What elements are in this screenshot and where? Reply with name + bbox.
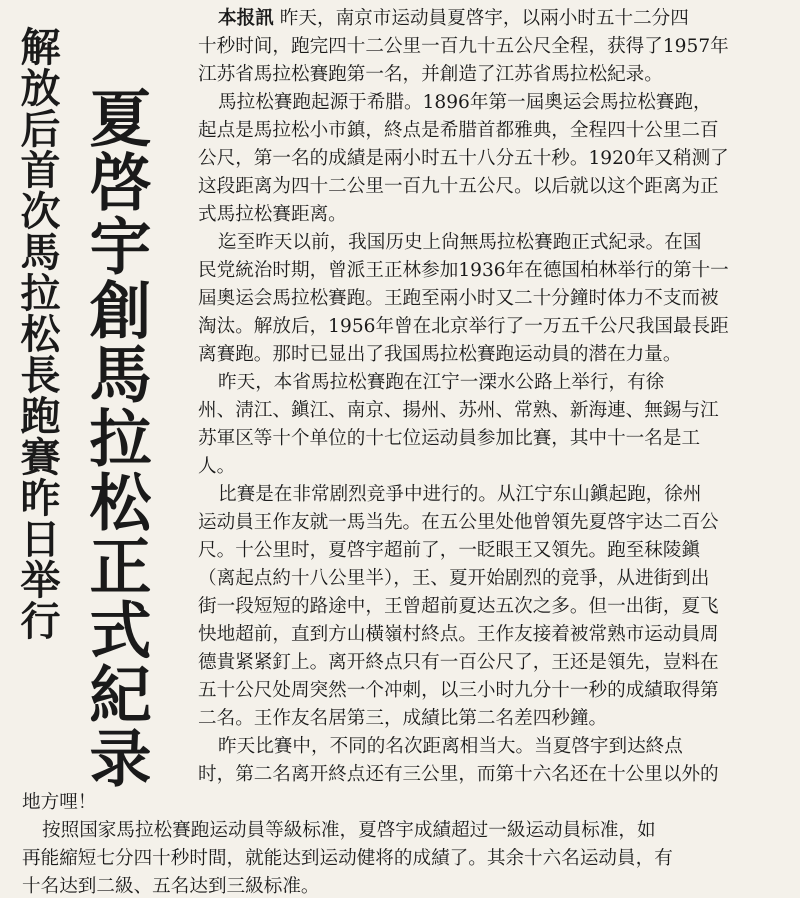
article-line: 昨天比賽中，不同的名次距离相当大。当夏啓宇到达終点: [218, 736, 683, 757]
article-line: 尺。十公里时，夏啓宇超前了，一眨眼王又領先。跑至秣陵鎭: [198, 540, 701, 561]
article-line: 十名达到二級、五名达到三級标准。: [22, 876, 320, 897]
article-line: 德貴紧紧釘上。离开終点只有一百公尺了，王还是領先，豈料在: [198, 652, 719, 673]
article-line: 昨天，本省馬拉松賽跑在江宁一溧水公路上举行，有徐: [218, 372, 665, 393]
article-line: 式馬拉松賽距离。: [198, 204, 347, 225]
article-line: 起点是馬拉松小市鎮，終点是希腊首都雅典，全程四十公里二百: [198, 120, 719, 141]
article-line: 淘汰。解放后，1956年曾在北京举行了一万五千公尺我国最長距: [198, 316, 729, 337]
article-line: 苏軍区等十个单位的十七位运动員参加比賽，其中十一名是工: [198, 428, 701, 449]
article-line: 五十公尺处周突然一个冲刺，以三小时九分十一秒的成績取得第: [198, 680, 719, 701]
headline: 夏啓宇創馬拉松正式紀录: [79, 86, 152, 790]
article-line: 按照国家馬拉松賽跑运动員等級标准，夏啓宇成績超过一級运动員标准，如: [42, 820, 656, 841]
article-line: 运动員王作友就一馬当先。在五公里处他曾領先夏啓宇达二百公: [198, 512, 719, 533]
article-line: 公尺，第一名的成績是兩小时五十八分五十秒。1920年又稍测了: [198, 148, 729, 169]
article-line: 十秒时间，跑完四十二公里一百九十五公尺全程，获得了1957年: [198, 36, 729, 57]
dateline: 本报訊: [218, 8, 274, 29]
article-line: 再能縮短七分四十秒时間，就能达到运动健将的成績了。其余十六名运动員，有: [22, 848, 673, 869]
article-line: 馬拉松賽跑起源于希腊。1896年第一屆奧运会馬拉松賽跑，: [218, 92, 712, 113]
article-line: 比賽是在非常剧烈竞爭中进行的。从江宁东山鎭起跑，徐州: [218, 484, 702, 505]
article-line: 屆奧运会馬拉松賽跑。王跑至兩小时又二十分鐘时体力不支而被: [198, 288, 719, 309]
article-line: 快地超前，直到方山橫嶺村終点。王作友接着被常熟市运动員周: [198, 624, 719, 645]
article-line: 二名。王作友名居第三，成績比第二名差四秒鐘。: [198, 708, 608, 729]
article-line: 昨天，南京市运动員夏啓宇，以兩小时五十二分四: [279, 8, 689, 29]
article-line: 离賽跑。那时已显出了我国馬拉松賽跑运动員的潜在力量。: [198, 344, 682, 365]
article-line: 地方哩！: [22, 792, 97, 813]
article-line: （离起点約十八公里半），王、夏开始剧烈的竞爭，从进街到出: [198, 568, 710, 589]
article-line: 街一段短短的路途中，王曾超前夏达五次之多。但一出街，夏飞: [198, 596, 719, 617]
article-line: 迄至昨天以前，我国历史上尙無馬拉松賽跑正式紀录。在国: [218, 232, 702, 253]
article-line: 江苏省馬拉松賽跑第一名，并創造了江苏省馬拉松紀录。: [198, 64, 663, 85]
article-line: 人。: [198, 456, 236, 477]
article-line: 这段距离为四十二公里一百九十五公尺。以后就以这个距离为正: [198, 176, 719, 197]
article-line: 州、淸江、鎭江、南京、揚州、苏州、常熟、新海連、無錫与江: [198, 400, 719, 421]
article-line: 时，第二名离开終点还有三公里，而第十六名还在十公里以外的: [198, 764, 719, 785]
article-line: 民党統治时期，曾派王正林参加1936年在德国柏林举行的第十一: [198, 260, 729, 281]
subheadline: 解放后首次馬拉松長跑賽昨日举行: [14, 26, 60, 641]
